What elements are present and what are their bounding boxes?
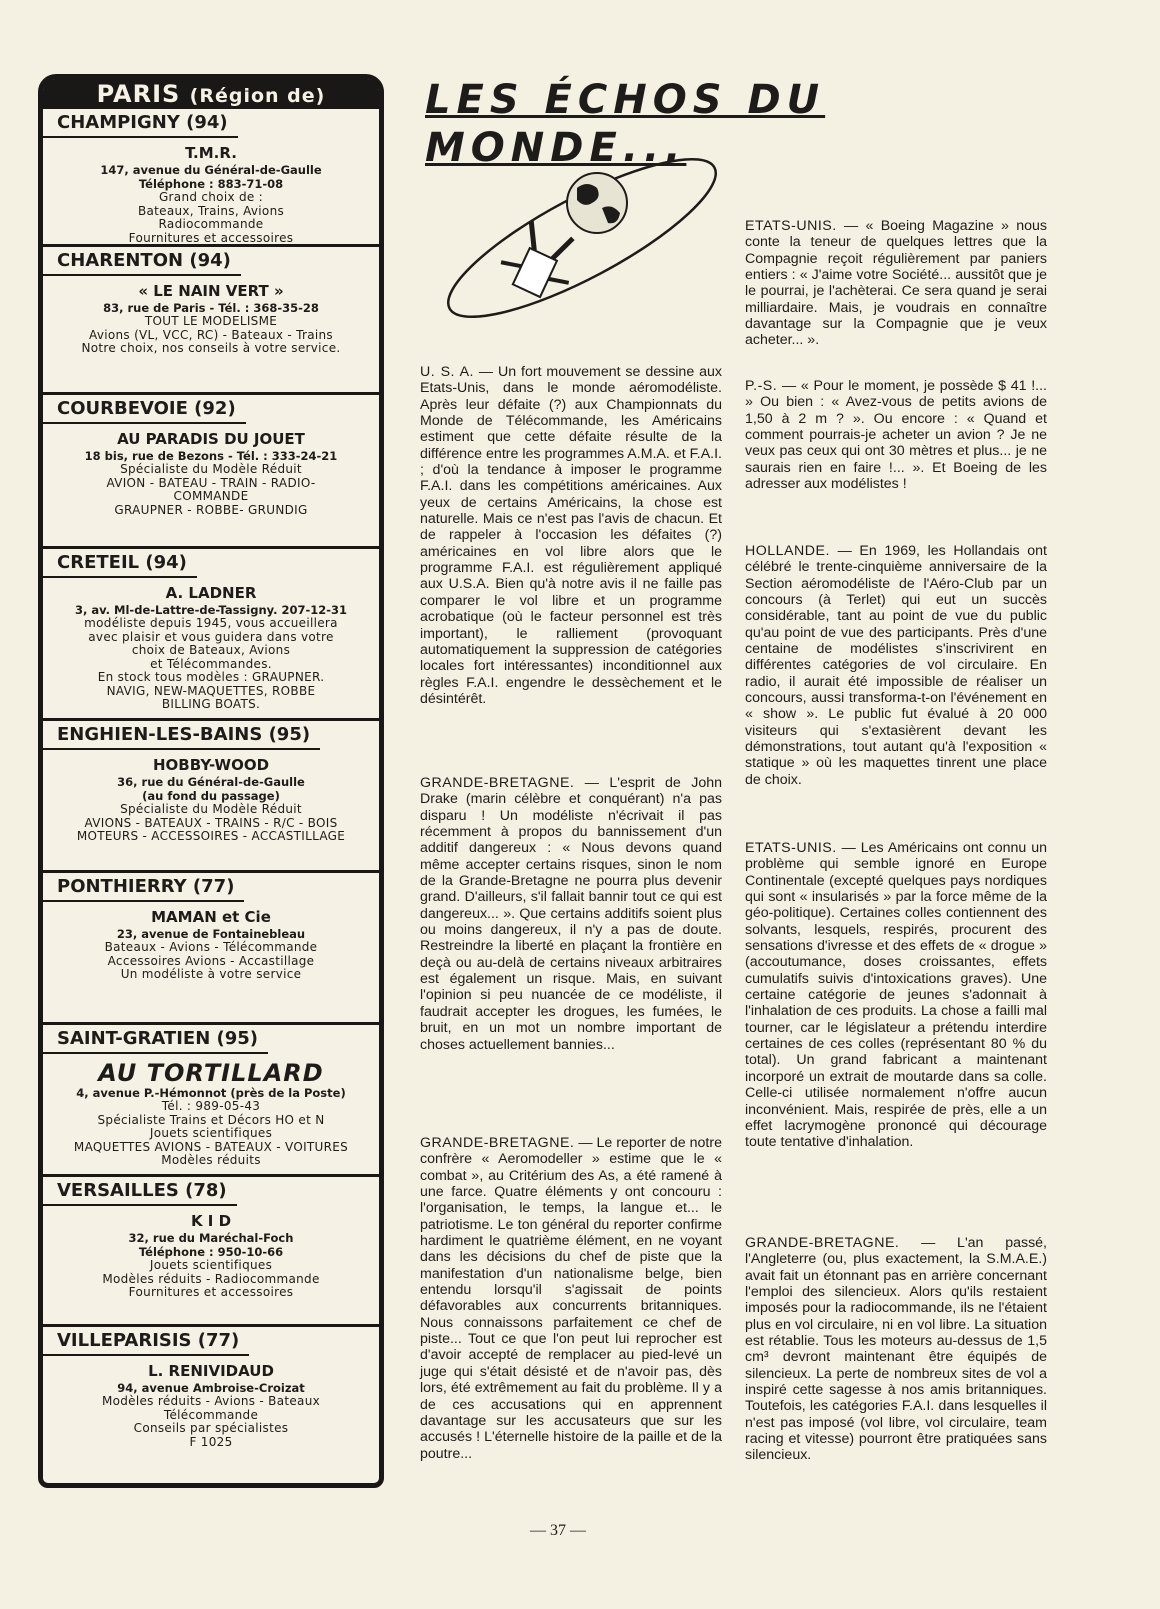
listing-line: Modèles réduits - Avions - Bateaux [101,1394,321,1408]
article-lead: ETATS-UNIS. [745,840,837,856]
listing-address: 94, avenue Ambroise-Croizat [117,1381,305,1395]
listing-address: 36, rue du Général-de-Gaulle [117,775,305,789]
article-text: — En 1969, les Hollandais ont célébré le trente-cinquième anniversaire de la Section aéromodéliste de l'Aéro-Club par un concours (à Terlet) qui eut un succès considérable, tant au point de vue du public qu'au point de vue des participants. Près d'une centaine de modélistes s'inscrivirent en différentes catégories de vol circulaire. En radio, il aurait été impossible de réaliser un concours, aussi transforma-t-on l'événement en « show ». Le public fut évalué à 20 000 visiteurs qui s'extasièrent devant les démonstrations, tout autant qu'à l'exposition « statique » où les maquettes tinrent une place de choix. [745,543,1047,788]
globe-icon [567,173,627,233]
listing-line: TOUT LE MODELISME [144,314,278,328]
listing-city: CHAMPIGNY (94) [43,112,238,138]
article-text: — « Boeing Magazine » nous conte la teneur de quelques lettres que la Compagnie reçoit régulièrement par paniers entiers : « J'aime votre Société... aussitôt que je le pourrai, je l'achèterai. Ce sera quand je serai milliardaire. Mais, je voudrais en connaître davantage sur la Compagnie que je veux acheter... ». [745,218,1047,349]
listing-line: avec plaisir et vous guidera dans votre [88,629,334,644]
article-text: — Le reporter de notre confrère « Aeromodeller » estime que le « combat », au Critérium des As, a été ramené à une farce. Quatre éléments y ont concouru : l'organisation, le temps, la langue et... le patriotisme. Le ton général du reporter confirme hardiment le quatrième élément, en ne voyant dans les décisions du chef de piste que la manifestation d'un nationalisme belge, bien entendu lorsqu'il s'agissait de points défavorables aux concurrents britanniques. Nous connaissons parfaitement ce chef de piste... Tout ce que l'on peut lui reprocher est d'avoir accepté de remplacer au pied-levé un juge qui s'était désisté et de n'avoir pas, dès lors, été extrêmement au fait du problème. Il y a de ces accusations qui en apprennent davantage sur les accusateurs que sur les accusés ! L'éternelle histoire de la paille et de la poutre... [420,1135,722,1462]
shop-listings [43,109,379,1467]
listing-line: AVIONS - BATEAUX - TRAINS - R/C - BOIS [84,815,338,830]
listing-line: Grand choix de : [158,190,264,204]
shop-listing [43,1327,379,1467]
listing-shop-name: T.M.R. [185,144,237,162]
article-hollande [745,543,1047,788]
shop-listing [43,873,379,1025]
page-title: LES ÉCHOS DU MONDE... [425,77,826,171]
article-lead: GRANDE-BRETAGNE. [745,1235,900,1251]
shop-listing [43,549,379,721]
globe-satellite-illustration [432,148,732,318]
listing-line: choix de Bateaux, Avions [131,643,291,657]
listing-line: Accessoires Avions - Accastillage [107,953,315,968]
article-grande-bretagne-2 [420,1135,722,1462]
listing-line: Bateaux - Avions - Télécommande [104,940,318,954]
listing-address: Téléphone : 883-71-08 [138,177,284,191]
satellite-icon [495,215,587,305]
article-text: — Les Américains ont connu un problème qui semble ignoré en Europe Continentale (excepté quelques pays nordiques qui sont « insularisés » par la force même de la géo-politique). Certaines colles contiennent des solvants, lesquels, respirés, procurent des sensations d'ivresse et des effets de « drogue » (accoutumance, doses croissantes, effets cumulatifs suivis d'intoxications graves). Une certaine catégorie de jeunes s'adonnait à l'inhalation de ces produits. La chose a failli mal tourner, car le législateur a prétendu interdire certaines de ces colles (représentant 80 % du total). Un grand fabricant a maintenant incorporé un extrait de moutarde dans sa colle. Celle-ci utilisée normalement n'offre aucun inconvénient. Mais, respirée de près, elle a un effet lacrymogène prononcé qui décourage toute tentative d'inhalation. [745,840,1047,1151]
listing-address: (au fond du passage) [142,789,280,803]
listing-line: BILLING BOATS. [161,697,261,711]
ad-header-main: PARIS [96,80,181,108]
listing-city: VERSAILLES (78) [43,1180,237,1206]
listing-city: COURBEVOIE (92) [43,398,246,424]
listing-line: Tél. : 989-05-43 [161,1099,261,1113]
listing-line: Radiocommande [158,217,264,231]
listing-line: Télécommande [163,1407,259,1422]
orbit-ellipse [432,148,732,318]
shop-listing [43,247,379,395]
page-number: — 37 — [530,1522,586,1539]
listing-line: Fournitures et accessoires [128,230,294,245]
listing-shop-name: AU PARADIS DU JOUET [117,430,305,448]
listing-line: Un modéliste à votre service [120,967,302,981]
listing-line: MOTEURS - ACCESSOIRES - ACCASTILLAGE [76,829,346,843]
listing-shop-name: HOBBY-WOOD [152,756,270,774]
article-lead: GRANDE-BRETAGNE. [420,775,575,791]
listing-line: Notre choix, nos conseils à votre service. [81,341,341,355]
listing-address: 3, av. Ml-de-Lattre-de-Tassigny. 207-12-31 [74,603,347,617]
listing-line: Conseils par spécialistes [133,1421,289,1435]
listing-address: 147, avenue du Général-de-Gaulle [100,163,322,177]
article-lead: ETATS-UNIS. [745,218,837,234]
article-usa [420,364,722,707]
listing-line: Modèles réduits [161,1153,261,1167]
listing-line: Spécialiste Trains et Décors HO et N [97,1112,325,1127]
article-text: — L'esprit de John Drake (marin célèbre et conquérant) n'a pas disparu ! Un modéliste n'écrivait il pas récemment à propos du bannissement d'un additif dangereux : « Nous devons quand même accepter certains risques, sinon le nom de la Grande-Bretagne ne pourra plus devenir grand. D'ailleurs, s'il fallait bannir tout ce qui est dangereux... ». Que certains additifs soient plus ou moins dangereux, il n'y a pas de doute. Restreindre la liberté en plaçant la frontière en deçà ou au-delà de certains niveaux arbitraires est également un risque. Mais, en suivant l'opinion si peu nuancée de ce modéliste, il faudrait accepter les drogues, les fumées, le bruit, en un mot un nombre important de choses actuellement bannies... [420,775,722,1053]
listing-address: 4, avenue P.-Hémonnot (près de la Poste) [76,1086,346,1100]
listing-line: Spécialiste du Modèle Réduit [120,462,302,476]
article-lead: U. S. A. [420,364,475,380]
listing-line: et Télécommandes. [150,656,272,671]
shop-listing [43,721,379,873]
listing-line: Modèles réduits - Radiocommande [102,1271,320,1286]
listing-line: Spécialiste du Modèle Réduit [120,802,302,816]
listing-line: MAQUETTES AVIONS - BATEAUX - VOITURES [73,1139,349,1154]
listing-city: PONTHIERRY (77) [43,876,244,902]
listing-line: Jouets scientifiques [149,1126,273,1140]
listing-line: GRAUPNER - ROBBE- GRUNDIG [114,502,308,517]
article-lead: P.-S. [745,378,778,394]
listing-shop-name: MAMAN et Cie [151,908,271,926]
listing-line: Jouets scientifiques [149,1258,273,1272]
article-etats-unis-2 [745,840,1047,1151]
listing-address: 18 bis, rue de Bezons - Tél. : 333-24-21 [84,449,338,463]
listing-shop-name: AU TORTILLARD [98,1059,324,1087]
listing-address: Téléphone : 950-10-66 [138,1245,284,1259]
listing-city: CRETEIL (94) [43,552,197,578]
listing-city: CHARENTON (94) [43,250,241,276]
listing-address: 83, rue de Paris - Tél. : 368-35-28 [103,301,319,315]
shop-listing [43,1025,379,1177]
ad-box-header [43,79,379,109]
listing-city: VILLEPARISIS (77) [43,1330,249,1356]
paris-region-ad-box [38,74,384,1488]
listing-address: 23, avenue de Fontainebleau [116,927,306,941]
listing-shop-name: « LE NAIN VERT » [138,282,284,300]
shop-listing [43,1177,379,1327]
listing-line: AVION - BATEAU - TRAIN - RADIO- [106,475,316,490]
article-text: — « Pour le moment, je possède $ 41 !... » Ou bien : « Avez-vous de petits avions de 1,50 à 2 m ? ». Ou encore : « Quand et comment pourrais-je acheter un avion ? Je ne veux pas ceux qui ont 30 mètres et plus... je ne saurais rien en faire !... ». Et Boeing de les adresser aux modélistes ! [745,378,1047,493]
article-grande-bretagne-3 [745,1235,1047,1464]
listing-line: En stock tous modèles : GRAUPNER. [97,670,325,684]
article-etats-unis-1 [745,218,1047,349]
listing-city: ENGHIEN-LES-BAINS (95) [43,724,320,750]
article-lead: GRANDE-BRETAGNE. [420,1135,575,1151]
article-lead: HOLLANDE. [745,543,830,559]
listing-line: Bateaux, Trains, Avions [137,203,285,218]
listing-shop-name: L. RENIVIDAUD [148,1362,274,1380]
shop-listing [43,395,379,549]
listing-line: F 1025 [189,1434,233,1449]
listing-shop-name: A. LADNER [165,584,257,602]
listing-line: Fournitures et accessoires [128,1285,294,1299]
article-ps [745,378,1047,492]
listing-address: 32, rue du Maréchal-Foch [128,1231,294,1245]
listing-line: NAVIG, NEW-MAQUETTES, ROBBE [106,683,316,698]
listing-line: modéliste depuis 1945, vous accueillera [84,616,338,630]
shop-listing [43,109,379,247]
listing-city: SAINT-GRATIEN (95) [43,1028,268,1054]
article-text: — Un fort mouvement se dessine aux Etats-Unis, dans le monde aéromodéliste. Après leur défaite (?) aux Championnats du Monde de Télécommande, les Américains estiment que cette défaite résulte de la différence entre les programmes A.M.A. et F.A.I. ; d'où la tendance à imposer le programme F.A.I. dans les compétitions américaines. Aux yeux de certains Américains, la chose est naturelle. Mais ce n'est pas l'avis de chacun. Et de rappeler à l'occasion les défaites (?) américaines en vol libre alors que le programme F.A.I. est régulièrement appliqué aux U.S.A. Bien qu'à notre avis il ne faille pas comparer le vol libre et un programme acrobatique (où le facteur personnel est très important), le ralliement (provoquant automatiquement la suppression de catégories locales fort intéressantes) inconditionnel aux règles F.A.I. engendre le dessèchement et le désintérêt. [420,364,722,707]
listing-shop-name: K I D [190,1212,232,1230]
listing-line: COMMANDE [173,489,249,503]
article-text: — L'an passé, l'Angleterre (ou, plus exactement, la S.M.A.E.) avait fait un étonnant pas en arrière concernant l'emploi des silencieux. Alors qu'ils restaient imposés pour la radiocommande, ils ne l'étaient plus en vol circulaire, ni en vol libre. La situation est rétablie. Tous les moteurs au-dessus de 1,5 cm³ devront maintenant être équipés de silencieux. La perte de nombreux sites de vol a inspiré cette sagesse à nos amis britanniques. Toutefois, les catégories F.A.I. dans lesquelles il n'est pas imposé (vol libre, vol circulaire, team racing et vitesse) pourront être pratiquées sans silencieux. [745,1235,1047,1464]
listing-line: Avions (VL, VCC, RC) - Bateaux - Trains [89,327,333,342]
article-grande-bretagne-1 [420,775,722,1053]
ad-header-sub: (Région de) [189,85,326,107]
